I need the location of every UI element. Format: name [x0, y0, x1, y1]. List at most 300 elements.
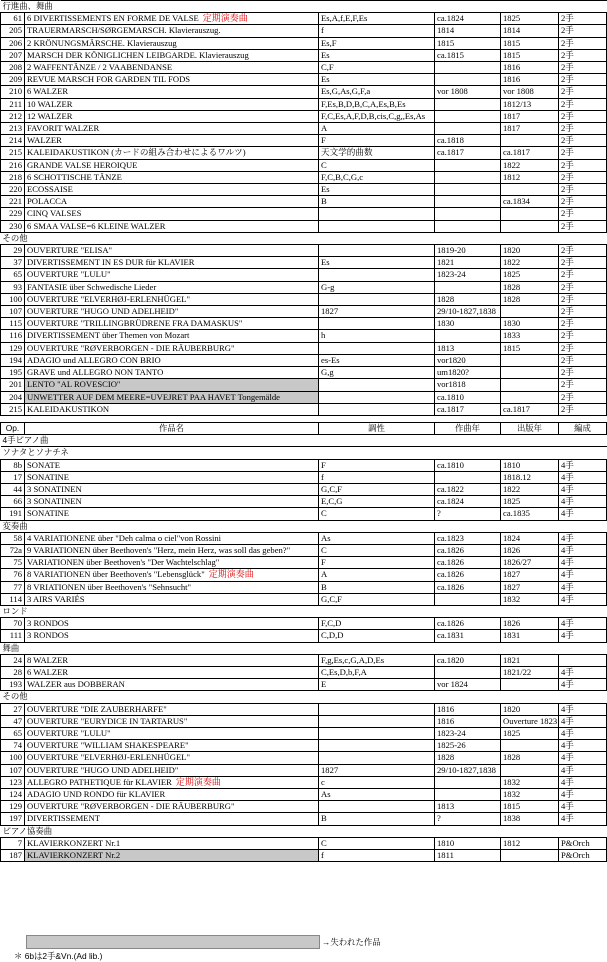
opus-number: 216: [1, 159, 25, 171]
table-row: [1, 618, 607, 630]
table-row: [1, 269, 607, 281]
key-signature: E,C,G: [319, 496, 435, 508]
instrumentation: 4手: [559, 752, 607, 764]
footnote: ＊ 6bは2手&Vn.(Ad lib.): [14, 951, 103, 961]
work-title-text: 8 VARIATIONEN über Beethoven's "Lebensglück": [27, 569, 205, 580]
work-title: [25, 801, 319, 813]
published-year: 1828: [501, 281, 559, 293]
instrumentation: 2手: [559, 257, 607, 269]
key-signature: As: [319, 789, 435, 801]
opus-number: 74: [1, 740, 25, 752]
work-title: [25, 496, 319, 508]
table-row: [1, 147, 607, 159]
instrumentation: 4手: [559, 703, 607, 715]
work-title-text: FANTASIE über Schwedische Lieder: [27, 281, 157, 292]
work-title: [25, 123, 319, 135]
opus-number: 58: [1, 532, 25, 544]
opus-number: 215: [1, 147, 25, 159]
key-signature: C,Es,D,b,F,A: [319, 666, 435, 678]
work-title: [25, 25, 319, 37]
work-title: [25, 459, 319, 471]
work-title: [25, 245, 319, 257]
table-row: [1, 850, 607, 862]
published-year: [501, 354, 559, 366]
opus-number: 218: [1, 171, 25, 183]
instrumentation: 2手: [559, 184, 607, 196]
opus-number: 229: [1, 208, 25, 220]
work-title: [25, 618, 319, 630]
table-row: [1, 135, 607, 147]
table-row: [1, 293, 607, 305]
key-signature: f: [319, 850, 435, 862]
work-title: [25, 293, 319, 305]
instrumentation: 4手: [559, 618, 607, 630]
work-title: [25, 86, 319, 98]
instrumentation: 4手: [559, 813, 607, 825]
work-title: [25, 74, 319, 86]
published-year: 1826: [501, 544, 559, 556]
instrumentation: 4手: [559, 496, 607, 508]
opus-number: 187: [1, 850, 25, 862]
work-title: [25, 557, 319, 569]
opus-number: 24: [1, 654, 25, 666]
work-title-text: UNWETTER AUF DEM MEERE=UVEJRET PAA HAVET Tongemälde: [27, 391, 280, 402]
table-row: [1, 471, 607, 483]
instrumentation: 2手: [559, 37, 607, 49]
key-signature: Es: [319, 74, 435, 86]
published-year: 1821: [501, 654, 559, 666]
table-row: [1, 196, 607, 208]
table-row: [1, 318, 607, 330]
key-signature: [319, 740, 435, 752]
published-year: 1830: [501, 318, 559, 330]
instrumentation: 2手: [559, 135, 607, 147]
published-year: 1821/22: [501, 666, 559, 678]
work-title-text: KLAVIERKONZERT Nr.1: [27, 837, 121, 848]
key-signature: [319, 318, 435, 330]
table-row: [1, 666, 607, 678]
work-title-text: DIVERTISSEMENT über Themen von Mozart: [27, 330, 190, 341]
work-title: [25, 654, 319, 666]
composed-year: ca.1826: [435, 557, 501, 569]
instrumentation: P&Orch: [559, 837, 607, 849]
opus-number: 77: [1, 581, 25, 593]
regular-repertoire-note: 定期演奏曲: [208, 569, 254, 580]
composed-year: [435, 471, 501, 483]
table-row: [1, 306, 607, 318]
work-title-text: 8 WALZER: [27, 654, 69, 665]
instrumentation: 2手: [559, 123, 607, 135]
work-title: [25, 776, 319, 788]
work-title-text: FAVORIT WALZER: [27, 123, 100, 134]
section-label: その他: [1, 691, 607, 703]
section-label: ソナタとソナチネ: [1, 447, 607, 459]
work-title: [25, 727, 319, 739]
work-title-text: GRAVE und ALLEGRO NON TANTO: [27, 367, 164, 378]
opus-number: 193: [1, 679, 25, 691]
table-row: [1, 813, 607, 825]
column-header-row: [1, 422, 607, 434]
key-signature: h: [319, 330, 435, 342]
work-title: [25, 789, 319, 801]
work-title: [25, 13, 319, 25]
key-signature: As: [319, 532, 435, 544]
composed-year: ca.1810: [435, 459, 501, 471]
composed-year: [435, 74, 501, 86]
published-year: 1833: [501, 330, 559, 342]
work-title-text: OUVERTURE "LULU": [27, 269, 111, 280]
key-signature: C: [319, 159, 435, 171]
work-title: [25, 850, 319, 862]
work-title: [25, 171, 319, 183]
instrumentation: 4手: [559, 764, 607, 776]
work-title-text: REVUE MARSCH FOR GARDEN TIL FODS: [27, 74, 191, 85]
published-year: 1832: [501, 593, 559, 605]
table-row: [1, 86, 607, 98]
work-title: [25, 703, 319, 715]
work-title: [25, 318, 319, 330]
key-signature: [319, 403, 435, 415]
published-year: [501, 208, 559, 220]
opus-number: 124: [1, 789, 25, 801]
opus-number: 65: [1, 269, 25, 281]
instrumentation: 4手: [559, 776, 607, 788]
opus-number: 194: [1, 354, 25, 366]
instrumentation: 2手: [559, 330, 607, 342]
section-label: 変奏曲: [1, 520, 607, 532]
table-row: [1, 496, 607, 508]
key-signature: C,F: [319, 62, 435, 74]
work-title: [25, 196, 319, 208]
opus-number: 210: [1, 86, 25, 98]
table-row: [1, 581, 607, 593]
composed-year: [435, 208, 501, 220]
instrumentation: 4手: [559, 459, 607, 471]
published-year: 1817: [501, 123, 559, 135]
table-row: [1, 184, 607, 196]
opus-number: 27: [1, 703, 25, 715]
work-title-text: LENTO "AL ROVESCIO": [27, 379, 121, 390]
work-title: [25, 764, 319, 776]
opus-number: 75: [1, 557, 25, 569]
work-title-text: OUVERTURE "EURYDICE IN TARTARUS": [27, 715, 188, 726]
published-year: vor 1808: [501, 86, 559, 98]
work-title-text: KALEIDAKUSTIKON: [27, 403, 110, 414]
table-row: [1, 171, 607, 183]
work-title-text: SONATE: [27, 459, 60, 470]
opus-number: 215: [1, 403, 25, 415]
work-title: [25, 367, 319, 379]
key-signature: G-g: [319, 281, 435, 293]
instrumentation: 2手: [559, 147, 607, 159]
composed-year: [435, 196, 501, 208]
instrumentation: 2手: [559, 367, 607, 379]
work-title-text: KLAVIERKONZERT Nr.2: [27, 850, 121, 861]
composed-year: [435, 330, 501, 342]
legend: [0, 931, 606, 959]
table-row: [1, 532, 607, 544]
key-signature: c: [319, 776, 435, 788]
key-signature: E: [319, 679, 435, 691]
published-year: 1817: [501, 110, 559, 122]
instrumentation: P&Orch: [559, 850, 607, 862]
instrumentation: 2手: [559, 98, 607, 110]
table-row: [1, 654, 607, 666]
published-year: 1825: [501, 13, 559, 25]
opus-number: 209: [1, 74, 25, 86]
work-title-text: KALEIDAKUSTIKON (カードの組み合わせによるワルツ): [27, 147, 246, 158]
work-title: [25, 569, 319, 581]
work-title-text: OUVERTURE "RØVERBORGEN - DIE RÄUBERBURG": [27, 342, 235, 353]
opus-number: 47: [1, 715, 25, 727]
published-year: 1810: [501, 459, 559, 471]
section-heading: [1, 435, 607, 447]
published-year: 1832: [501, 789, 559, 801]
key-signature: es-Es: [319, 354, 435, 366]
work-title-text: OUVERTURE "ELISA": [27, 245, 113, 256]
instrumentation: 4手: [559, 679, 607, 691]
composed-year: 1815: [435, 37, 501, 49]
published-year: ca.1817: [501, 147, 559, 159]
table-row: [1, 789, 607, 801]
composed-year: vor 1808: [435, 86, 501, 98]
composed-year: vor 1824: [435, 679, 501, 691]
section-heading: [1, 825, 607, 837]
composed-year: 1825-26: [435, 740, 501, 752]
work-title: [25, 740, 319, 752]
table-row: [1, 764, 607, 776]
section-heading: [1, 642, 607, 654]
key-signature: B: [319, 196, 435, 208]
work-title-text: SONATINE: [27, 471, 70, 482]
table-row: [1, 544, 607, 556]
composed-year: 1828: [435, 752, 501, 764]
instrumentation: 4手: [559, 569, 607, 581]
work-title: [25, 666, 319, 678]
work-title: [25, 483, 319, 495]
composed-year: 1816: [435, 703, 501, 715]
published-year: 1826: [501, 618, 559, 630]
key-signature: G,C,F: [319, 483, 435, 495]
work-title: [25, 257, 319, 269]
table-row: [1, 801, 607, 813]
table-row: [1, 245, 607, 257]
key-signature: 1827: [319, 764, 435, 776]
section-label: ロンド: [1, 605, 607, 617]
table-row: [1, 330, 607, 342]
work-title: [25, 49, 319, 61]
work-title-text: 6 WALZER: [27, 86, 69, 97]
composed-year: vor1818: [435, 379, 501, 391]
opus-number: 7: [1, 837, 25, 849]
instrumentation: 2手: [559, 306, 607, 318]
key-signature: F,C,Es,A,F,D,B,cis,C,g,,Es,As: [319, 110, 435, 122]
instrumentation: 4手: [559, 593, 607, 605]
composed-year: 1823-24: [435, 269, 501, 281]
work-title-text: OUVERTURE "HUGO UND ADELHEID": [27, 306, 179, 317]
instrumentation: 2手: [559, 25, 607, 37]
composed-year: 1811: [435, 850, 501, 862]
key-signature: f: [319, 25, 435, 37]
instrumentation: 4手: [559, 727, 607, 739]
section-label: その他: [1, 232, 607, 244]
opus-number: 100: [1, 752, 25, 764]
work-title-text: OUVERTURE "TRILLINGBRÜDRENE FRA DAMASKUS": [27, 318, 243, 329]
composed-year: ca.1810: [435, 391, 501, 403]
composed-year: 29/10-1827,1838: [435, 764, 501, 776]
instrumentation: 2手: [559, 354, 607, 366]
table-row: [1, 220, 607, 232]
work-title-text: 6 SCHOTTISCHE TÄNZE: [27, 171, 122, 182]
work-title: [25, 135, 319, 147]
published-year: ca.1835: [501, 508, 559, 520]
regular-repertoire-note: 定期演奏曲: [175, 776, 221, 787]
published-year: [501, 135, 559, 147]
instrumentation: 2手: [559, 13, 607, 25]
published-year: 1820: [501, 245, 559, 257]
work-title-text: OUVERTURE "DIE ZAUBERHARFE": [27, 703, 167, 714]
published-year: 1820: [501, 703, 559, 715]
key-signature: [319, 208, 435, 220]
table-row: [1, 593, 607, 605]
work-title: [25, 269, 319, 281]
published-year: [501, 850, 559, 862]
table-row: [1, 281, 607, 293]
opus-number: 66: [1, 496, 25, 508]
work-title-text: CINQ VALSES: [27, 208, 82, 219]
composed-year: [435, 776, 501, 788]
published-year: [501, 740, 559, 752]
key-signature: B: [319, 813, 435, 825]
work-title-text: 3 SONATINEN: [27, 496, 82, 507]
table-row: [1, 837, 607, 849]
work-title: [25, 593, 319, 605]
composed-year: ?: [435, 508, 501, 520]
work-title: [25, 813, 319, 825]
published-year: 1816: [501, 74, 559, 86]
composed-year: 29/10-1827,1838: [435, 306, 501, 318]
key-signature: C: [319, 508, 435, 520]
published-year: 1825: [501, 269, 559, 281]
key-signature: G,C,F: [319, 593, 435, 605]
opus-number: 115: [1, 318, 25, 330]
work-title: [25, 306, 319, 318]
work-title-text: OUVERTURE "LULU": [27, 727, 111, 738]
published-year: [501, 764, 559, 776]
table-row: [1, 257, 607, 269]
published-year: 1825: [501, 727, 559, 739]
composed-year: [435, 184, 501, 196]
published-year: [501, 391, 559, 403]
opus-number: 191: [1, 508, 25, 520]
published-year: 1838: [501, 813, 559, 825]
work-title: [25, 208, 319, 220]
work-title: [25, 471, 319, 483]
opus-number: 76: [1, 569, 25, 581]
instrumentation: 2手: [559, 293, 607, 305]
work-title: [25, 403, 319, 415]
key-signature: 天文学的曲数: [319, 147, 435, 159]
published-year: [501, 306, 559, 318]
table-row: [1, 379, 607, 391]
work-title-text: 12 WALZER: [27, 110, 73, 121]
published-year: 1815: [501, 801, 559, 813]
work-title-text: POLACCA: [27, 196, 68, 207]
gap-cell: [1, 415, 607, 422]
instrumentation: 2手: [559, 171, 607, 183]
composed-year: 1819-20: [435, 245, 501, 257]
work-title-text: OUVERTURE "ELVERHØJ-ERLENHÜGEL": [27, 752, 191, 763]
opus-number: 61: [1, 13, 25, 25]
section-heading: [1, 232, 607, 244]
table-row: [1, 703, 607, 715]
composed-year: 1814: [435, 25, 501, 37]
key-signature: B: [319, 581, 435, 593]
key-signature: [319, 752, 435, 764]
key-signature: [319, 379, 435, 391]
published-year: 1816: [501, 62, 559, 74]
work-title: [25, 532, 319, 544]
composed-year: 1810: [435, 837, 501, 849]
section-label: 4手ピアノ曲: [1, 435, 607, 447]
key-signature: Es: [319, 257, 435, 269]
work-title-text: 6 WALZER: [27, 666, 69, 677]
opus-number: 207: [1, 49, 25, 61]
opus-number: 44: [1, 483, 25, 495]
header-op: Op.: [1, 422, 25, 434]
table-row: [1, 715, 607, 727]
composed-year: [435, 281, 501, 293]
work-title: [25, 715, 319, 727]
opus-number: 123: [1, 776, 25, 788]
published-year: 1815: [501, 342, 559, 354]
instrumentation: 2手: [559, 49, 607, 61]
composed-year: [435, 666, 501, 678]
published-year: ca.1834: [501, 196, 559, 208]
opus-number: 129: [1, 801, 25, 813]
work-title-text: SONATINE: [27, 508, 70, 519]
instrumentation: 2手: [559, 86, 607, 98]
composed-year: ca.1826: [435, 618, 501, 630]
lost-works-label: →失われた作品: [322, 937, 381, 947]
composed-year: ca.1824: [435, 496, 501, 508]
section-label: 行進曲、舞曲: [1, 1, 607, 13]
work-title-text: 8 VRIATIONEN über Beethoven's "Sehnsucht": [27, 581, 192, 592]
key-signature: [319, 391, 435, 403]
instrumentation: 4手: [559, 581, 607, 593]
instrumentation: 4手: [559, 508, 607, 520]
opus-number: 197: [1, 813, 25, 825]
work-title-text: OUVERTURE "RØVERBORGEN - DIE RÄUBERBURG": [27, 801, 235, 812]
section-heading: [1, 691, 607, 703]
composed-year: 1813: [435, 342, 501, 354]
key-signature: F: [319, 459, 435, 471]
work-title: [25, 159, 319, 171]
key-signature: Es,A,f,E,F,Es: [319, 13, 435, 25]
instrumentation: 2手: [559, 342, 607, 354]
work-title-text: VARIATIONEN über Beethoven's "Der Wachtelschlag": [27, 557, 220, 568]
work-title-text: 3 SONATINEN: [27, 483, 82, 494]
work-title-text: ECOSSAISE: [27, 184, 73, 195]
published-year: 1818.12: [501, 471, 559, 483]
key-signature: G,g: [319, 367, 435, 379]
key-signature: F,g,Es,c,G,A,D,Es: [319, 654, 435, 666]
published-year: Ouverture 1823: [501, 715, 559, 727]
composed-year: ca.1822: [435, 483, 501, 495]
instrumentation: 2手: [559, 196, 607, 208]
key-signature: A: [319, 123, 435, 135]
published-year: 1814: [501, 25, 559, 37]
